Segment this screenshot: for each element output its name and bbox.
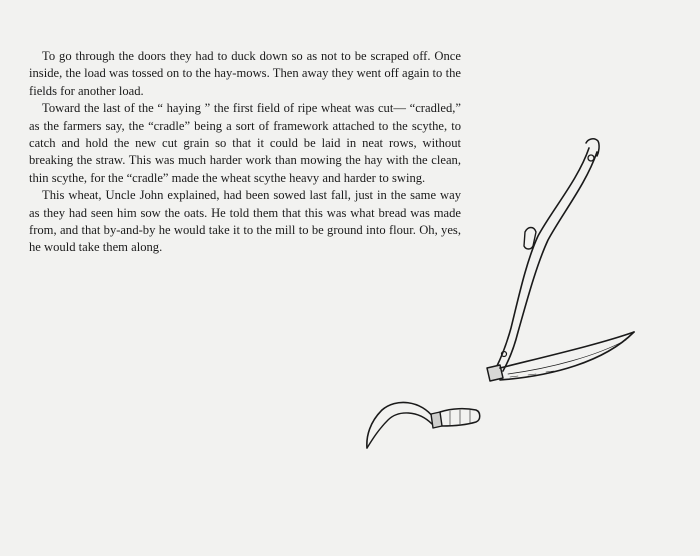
- paragraph-1: To go through the doors they had to duck down so as not to be scraped off. Once inside, the load was tossed on to the hay-mows. Then away they went off again to the fields for another load.: [29, 49, 461, 98]
- paragraph-2: Toward the last of the “ haying ” the first field of ripe wheat was cut— “cradled,” as the farmers say, the “cradle” being a sort of framework attached to the scythe, to catch and hold the new cut grain so that it could be laid in neat rows, without breaking the straw. This was much harder work than mowing the hay with the clean, thin scythe, for the “cradle” made the wheat scythe heavy and harder to swing.: [29, 101, 461, 185]
- scythe-illustration: [487, 139, 634, 381]
- sickle-illustration: [367, 402, 480, 448]
- paragraph-3: This wheat, Uncle John explained, had been sowed last fall, just in the same way as they had seen him sow the oats. He told them that this was what bread was made from, and that by-and-by he would take it to the mill to be ground into flour. Oh, yes, he would take them along.: [29, 188, 461, 255]
